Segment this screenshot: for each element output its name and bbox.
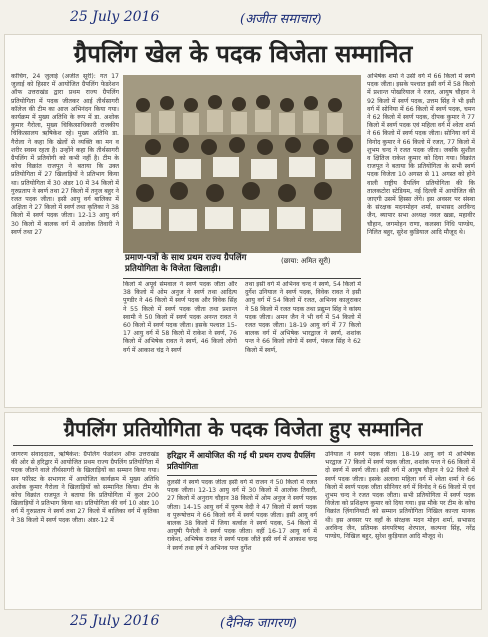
clip1-right-column: अभिषेक शर्मा ने उसी वर्ग में 66 किलो में स्वर्ण पदक जीता। इसके पश्चात इसी वर्ग में 58 किलो में प्रशान्त पोखरियाल ने रजत, आयुष चौहान ने 92 किलो में स्वर्ण पदक, उत्तम सिंह ने भी इसी वर्ग में सोनिया में 66 किलो में स्वर्ण पदक, चमन ने 62 किलो में स्वर्ण पदक, दीपक कुमार ने 77 किलो में स्वर्ण पदक एवं महिला वर्ग में श्वेता शर्मा ने 66 किलो में स्वर्ण पदक जीता। सोनिया वर्ग में विनोद कुमार ने 66 किलो में रजत, 77 किलो में शुभम चन्द ने रजत पदक जीता। जबकि सुशील व क्षितिज राकेश कुमार को दिया गया। विक्रांत राजपूत ने बताया कि प्रतियोगिता के सभी स्वर्ण पदक विजेता 10 अगस्त से 11 अगस्त को होने वाली राष्ट्रीय ग्रैपलिंग प्रतियोगिता की कि तालकटोरा स्टेडियम, नई दिल्ली में आयोजित की जाएगी उसमें हिस्सा लेंगे। इस अवसर पर संस्था के संरक्षक मदनमोहन शर्मा, सभासद अरविन्द जैन, ब्यापार सभा अध्यक्ष नवल खन्ना, महावीर चौहान, जगमोहन राणा, कलस्वा निधि पाण्डेय, निलित बहुर, सुरेश कुडियाल आदि मौजूद थे।: [367, 73, 475, 236]
clip1-photo-caption: प्रमाण-पत्रों के साथ प्रथम राज्य ग्रैपलिंग प्रतियोगिता के विजेता खिलाड़ी।: [125, 253, 247, 274]
clip1-middle-column-2: तथा इसी वर्ग में अभिनव चन्द ने स्वर्ण, 54 किलो में दुर्गेश उनियाल ने स्वर्ण पदक, विवेक रावत ने इसी आयु वर्ग में 54 किलो में रजत, अभिनव कालुराकर ने 58 किलो में रजत पदक तथा प्रद्युम्न सिंह ने कांस्य पदक जीता। अमन जैन ने भी वर्ग में 54 किलो में रजत पदक जीता। 18-19 आयु वर्ग में 77 किलो बालक वर्ग में अभिषेक भारद्वाज ने स्वर्ण, शशांक पन्त ने 66 किलो लोगो में स्वर्ण, पंकज सिंह ने 62 किलो में स्वर्ण,: [245, 281, 361, 354]
clipping-ajit-samachar: [4, 34, 482, 408]
clip1-dateline-column: कोचिंग, 24 जुलाई (अजीत सूरी): गत 17 जुलाई को हिसार में आयोजित ग्रैपलिंग फेडरेशन ऑफ उत्तराखंड द्वारा प्रथम राज्य ग्रैपलिंग प्रतियोगिता में पदक जीतकर आई तीर्थसागरी कॉलेज की टीम का आज अभिनंदन किया गया। कार्यक्रम में मुख्य अतिथि के रूप में डा. अशोक कुमार गैरोला, मुख्य चिकित्साधिकारी राजकीय चिकित्सालय ऋषिकेश रहे। मुख्य अतिथि डा. गैरोला ने कहा कि खेलों से व्यक्ति का मन व शरीर स्वस्थ रहता है। उन्होंने कहा कि तीर्थसागरी ग्रैपलिंग में प्रतियोगी को कभी नहीं है। टीम के कोच विक्रांत राजपूत ने बताया कि उक्त प्रतियोगिता में 27 खिलाड़ियों ने प्रतिभाग किया था। प्रतियोगिता में 30 अंडर 10 में 34 किलो में गुरुप्रताप ने स्वर्ण तथा 27 किलो में तनुज बहुर ने रजत पदक जीता। इसी आयु वर्ग बालिका में अक्षिता ने 27 किलो में स्वर्ण तथा कृतिका ने 38 किलो में स्वर्ण पदक जीता। 12-13 आयु वर्ग 30 किलो में बालक वर्ग में आलोक तिवारी ने स्वर्ण तथा 27: [11, 73, 119, 236]
clip2-subheading-rule: [167, 475, 317, 476]
clip2-headline-rule: [13, 445, 473, 446]
clip1-photo-credit: (छाया: अमित सूरी): [281, 257, 331, 265]
clip1-headline: ग्रैपलिंग खेल के पदक विजेता सम्मानित: [73, 40, 413, 68]
team-photo: [123, 75, 361, 253]
clip2-headline: ग्रैपलिंग प्रतियोगिता के पदक विजेता हुए सम्मानित: [63, 417, 423, 441]
clip1-caption-rule: [123, 278, 361, 279]
team-photo-figures: [123, 75, 361, 253]
clip2-left-column: जागरण संवाददाता, ऋषिकेश: ग्रैपलिंग फेडरेशन ऑफ उत्तराखंड की ओर से हरिद्वार में आयोजित प्रथम राज्य ग्रैपलिंग प्रतियोगिता में पदक जीतने वाले तीर्थसागरी के खिलाड़ियों का सम्मान किया गया। सन फॉरेस्ट के सभागार में आयोजित कार्यक्रम में मुख्य अतिथि अशोक कुमार गैरोला ने खिलाड़ियों को सम्मानित किया। टीम के कोच विक्रांत राजपूत ने बताया कि प्रतियोगिता में कुल 200 खिलाड़ियों ने प्रतिभाग किया था। प्रतियोगिता की वर्ग 10 अंडर 10 वर्ग में गुरुप्रताप ने स्वर्ण तथा 27 किलो में बालिका वर्ग में कृतिका ने 38 किलो में स्वर्ण पदक जीता। अंडर-12 में: [11, 451, 159, 524]
clip1-middle-column-1: किलो में अपूर्व सेमवाल ने स्वर्ण पदक जीता और 38 किलो में ओम अनुज ने स्वर्ण तथा आदित्य पुण्डीर ने 46 किलो में स्वर्ण पदक और विवेक सिंह ने 55 किलो में स्वर्ण पदक जीता तथा प्रशान्त स्वामी ने 50 किलो में स्वर्ण पदक अनन्त रावत ने 60 किलो में स्वर्ण पदक जीता। इसके पश्चात 15-17 आयु वर्ग में 58 किलो में राकेश ने स्वर्ण, 76 किलो में अभिषेक रावत ने स्वर्ण, 46 किलो लोगो वर्ग में आकाश चंद्र ने स्वर्ण: [123, 281, 237, 354]
clipping-dainik-jagran: [4, 412, 482, 610]
handwritten-date-bottom: 25 July 2016: [70, 613, 160, 629]
handwritten-source-bottom: (दैनिक जागरण): [220, 616, 297, 631]
handwritten-date-top: 25 July 2016: [70, 9, 160, 25]
clip2-right-column: उनियाल ने स्वर्ण पदक जीता। 18-19 आयु वर्ग में अभिषेक भरद्वाज 77 किलो में स्वर्ण पदक जीता, शशांक पन्त ने 66 किलो में दो स्वर्ण में स्वर्ण जीता। इसी वर्ग में आयुष चौहान ने 92 किलो में स्वर्ण पदक जीता। इसके अलावा महिला वर्ग में श्वेता शर्मा ने 66 किलो में स्वर्ण पदक जीता सीनियर वर्ग में विनोद ने 66 किलो में एवं शुभम चन्द ने रजत पदक जीता। सभी प्रतियोगिता में स्वर्ण पदक विजेता को प्रशिक्षण कुमार को दिया गया। इस मौके पर टीम के कोच विक्रांत ज़िंगानियाटी को सम्मान प्रतियोगिता निखिल कान्ता मानक थी। इस अवसर पर वहाँ के संरक्षक मदन मोहन शर्मा, सभासद अरविन्द जैन, प्रतिमक संगपरिषद शेरपाल, कल्पना सिंह, नरेंद्र पाण्डेय, निखिल बहुर, सुरेश कुड़ियाल आदि मौजूद थे।: [325, 451, 475, 541]
handwritten-source-top: (अजीत समाचार): [240, 12, 322, 27]
clip2-subheading: हरिद्वार में आयोजित की गई थी प्रथम राज्य ग्रैपलिंग प्रतियोगिता: [167, 451, 315, 471]
clip2-middle-column: तुलसी ने स्वर्ण पदक जीता इसी वर्ग में राजन ने 50 किलो में रजत पदक जीता। 12-13 आयु वर्ग में 30 किलो में आलोक तिवारी, 27 किलो में अनुराग चौहान 38 किलो में ओम अनुज ने स्वर्ण पदक जीता। 14-15 आयु वर्ग में पुरूष वेदी ने 47 किलो में स्वर्ण पदक व पुरूषोत्तम ने 66 किलो वर्ग में स्वर्ण पदक जीता। इसी आयु वर्ग बालक 38 किलो में जिया बर्त्वाल ने स्वर्ण पदक, 54 किलो में आयुषी पैनोली ने स्वर्ण पदक जीता। वहीं 16-17 आयु वर्ग में राकेश, अभिषेक रावत ने स्वर्ण पदक जीते इसी वर्ग में आकाश चन्द्र ने स्वर्ण तथा हर्ष ने अभिनव पन्त दुर्गेश: [167, 479, 317, 552]
